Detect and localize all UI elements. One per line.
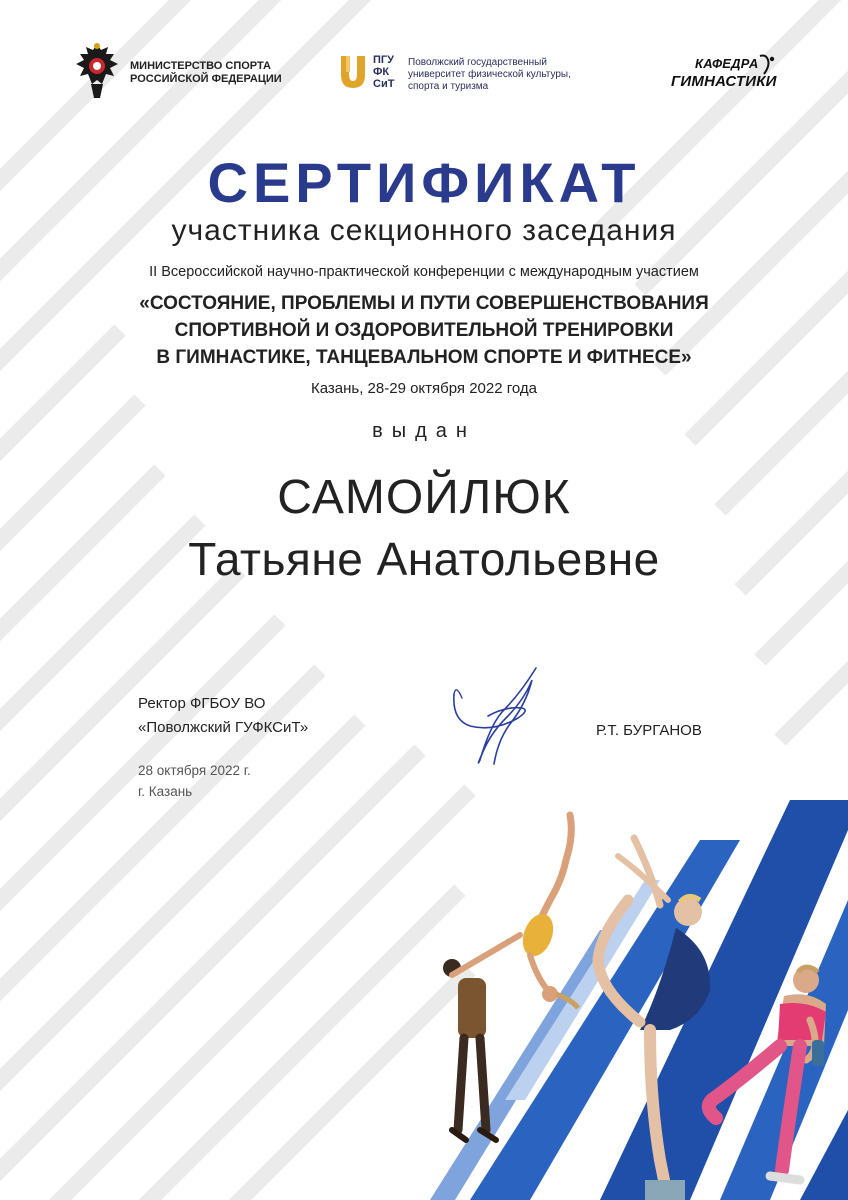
conference-description: II Всероссийской научно-практической конференции с международным участием — [149, 264, 699, 280]
conference-name-line-1: «СОСТОЯНИЕ, ПРОБЛЕМЫ И ПУТИ СОВЕРШЕНСТВОВАНИЯ — [139, 293, 709, 314]
university-name-line-1: Поволжский государственный — [408, 57, 547, 68]
ministry-name-line-1: МИНИСТЕРСТВО СПОРТА — [130, 60, 271, 72]
conference-name-line-3: В ГИМНАСТИКЕ, ТАНЦЕВАЛЬНОМ СПОРТЕ И ФИТНЕСЕ» — [156, 347, 692, 368]
ministry-emblem-icon — [72, 40, 122, 102]
handwritten-signature — [450, 664, 550, 772]
department-name-line-1: КАФЕДРА — [695, 56, 759, 71]
athletes-illustration — [0, 800, 848, 1200]
university-abbr-line-2: ФК — [373, 66, 390, 78]
conference-name — [0, 290, 848, 371]
rector-title — [138, 692, 308, 740]
certificate-title: СЕРТИФИКАТ — [207, 151, 641, 214]
conference-name-line-2: СПОРТИВНОЙ И ОЗДОРОВИТЕЛЬНОЙ ТРЕНИРОВКИ — [174, 320, 674, 341]
ministry-name-line-2: РОССИЙСКОЙ ФЕДЕРАЦИИ — [130, 73, 282, 85]
university-name — [408, 57, 608, 93]
university-abbreviation — [373, 54, 394, 90]
issue-date-block — [138, 760, 251, 802]
university-logo-icon — [338, 54, 368, 90]
university-name-line-2: университет физической культуры, — [408, 69, 571, 80]
university-abbr-line-1: ПГУ — [373, 54, 394, 66]
issue-city: г. Казань — [138, 784, 193, 799]
certificate-subtitle: участника секционного заседания — [171, 214, 677, 247]
issue-date: 28 октября 2022 г. — [138, 763, 251, 778]
university-name-line-3: спорта и туризма — [408, 81, 489, 92]
signer-name: Р.Т. БУРГАНОВ — [596, 722, 702, 739]
ministry-name — [130, 60, 282, 86]
department-name-line-2: ГИМНАСТИКИ — [671, 73, 777, 90]
issued-label: выдан — [372, 420, 476, 442]
university-abbr-line-3: СиТ — [373, 78, 395, 90]
rector-title-line-1: Ректор ФГБОУ ВО — [138, 695, 266, 712]
conference-place-date: Казань, 28-29 октября 2022 года — [310, 380, 537, 397]
recipient-given-name: Татьяне Анатольевне — [188, 533, 660, 585]
rector-title-line-2: «Поволжский ГУФКСиТ» — [138, 719, 309, 736]
recipient-surname: САМОЙЛЮК — [277, 471, 571, 524]
